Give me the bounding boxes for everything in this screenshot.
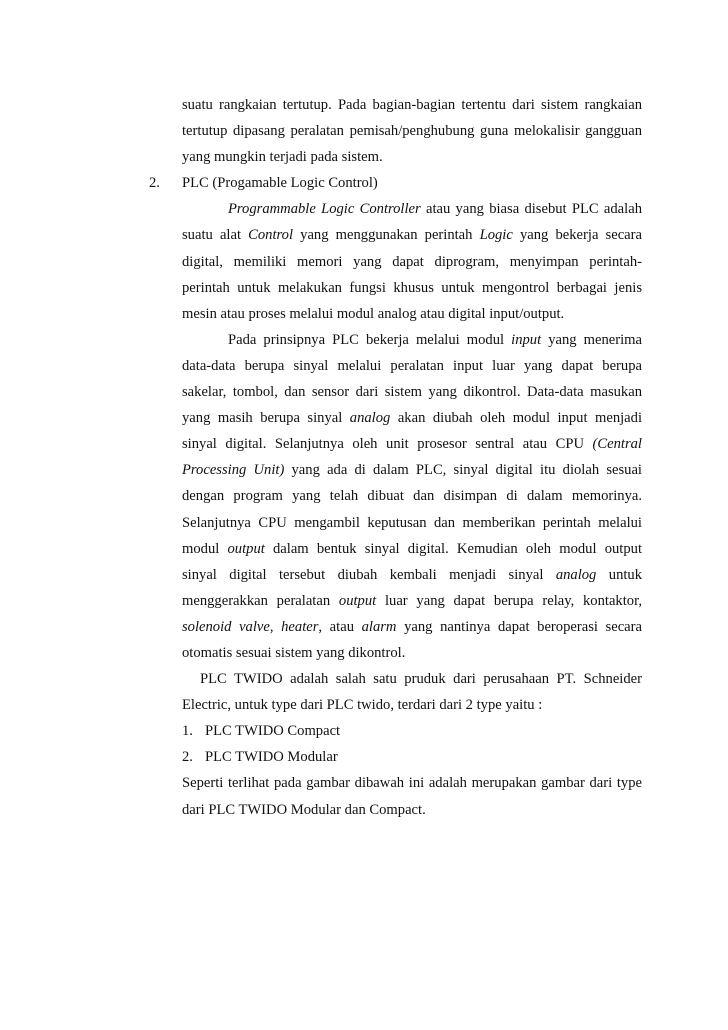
text-span: yang menerima bbox=[541, 331, 643, 348]
italic-term: Control bbox=[248, 227, 294, 244]
text-span: , bbox=[269, 618, 282, 635]
text-line: sakelar, tombol, dan sensor dari sistem yang dikontrol. Data-data masukan bbox=[182, 384, 642, 401]
text-span: suatu alat bbox=[182, 227, 249, 244]
text-span: untuk bbox=[596, 566, 643, 583]
text-line bbox=[182, 614, 642, 640]
text-span: modul bbox=[182, 540, 228, 557]
paragraph-figure-reference bbox=[182, 770, 642, 822]
text-line bbox=[182, 222, 642, 248]
section-number: 2. bbox=[149, 175, 160, 192]
text-line bbox=[182, 536, 642, 562]
text-span: Pada prinsipnya PLC bekerja melalui modul bbox=[228, 331, 512, 348]
text-line: suatu rangkaian tertutup. Pada bagian-bagian tertentu dari sistem rangkaian bbox=[182, 97, 642, 113]
list-text: PLC TWIDO Compact bbox=[205, 723, 341, 740]
list-item bbox=[182, 744, 642, 770]
text-span: luar yang dapat berupa relay, kontaktor, bbox=[376, 592, 642, 609]
paragraph-plc-twido bbox=[182, 666, 642, 718]
paragraph-plc-definition bbox=[182, 196, 642, 326]
italic-term: heater bbox=[281, 618, 319, 635]
text-line: tertutup dipasang peralatan pemisah/penghubung guna melokalisir gangguan bbox=[182, 123, 642, 140]
text-span: yang masih berupa sinyal bbox=[182, 410, 350, 427]
text-line: dengan program yang telah dibuat dan disimpan di dalam memorinya. bbox=[182, 488, 642, 505]
list-text: PLC TWIDO Modular bbox=[205, 749, 338, 766]
italic-term: analog bbox=[349, 410, 391, 427]
list-item bbox=[182, 718, 642, 744]
text-line: Seperti terlihat pada gambar dibawah ini adalah merupakan gambar dari type bbox=[182, 775, 642, 792]
text-line bbox=[182, 196, 642, 222]
italic-term: Logic bbox=[479, 227, 513, 244]
text-span: sinyal digital tersebut diubah kembali menjadi sinyal bbox=[182, 566, 556, 583]
text-span: akan diubah oleh modul input menjadi bbox=[390, 410, 642, 427]
paragraph-continued bbox=[182, 92, 642, 170]
text-line: PLC TWIDO adalah salah satu pruduk dari perusahaan PT. Schneider bbox=[200, 671, 642, 688]
text-span: atau yang biasa disebut PLC adalah bbox=[420, 201, 642, 218]
section-title: PLC (Progamable Logic Control) bbox=[182, 175, 378, 192]
italic-term: (Central bbox=[592, 436, 642, 453]
text-line: digital, memiliki memori yang dapat diprogram, menyimpan perintah- bbox=[182, 253, 642, 270]
text-line bbox=[182, 405, 642, 431]
text-span: , atau bbox=[318, 618, 362, 635]
text-line: data-data berupa sinyal melalui peralatan input luar yang dapat berupa bbox=[182, 357, 642, 374]
text-line bbox=[182, 327, 642, 353]
text-line bbox=[182, 431, 642, 457]
text-span: yang bekerja secara bbox=[512, 227, 642, 244]
text-span: dalam bentuk sinyal digital. Kemudian oleh modul output bbox=[264, 540, 643, 557]
italic-term: solenoid valve bbox=[182, 618, 270, 635]
paragraph-plc-principle bbox=[182, 327, 642, 666]
twido-type-list bbox=[182, 718, 642, 770]
italic-term: output bbox=[338, 592, 377, 609]
text-span: sinyal digital. Selanjutnya oleh unit prosesor sentral atau CPU bbox=[182, 436, 593, 453]
italic-term: analog bbox=[555, 566, 597, 583]
text-span: yang nantinya dapat beroperasi secara bbox=[396, 618, 642, 635]
italic-term: input bbox=[511, 331, 542, 348]
text-line: mesin atau proses melalui modul analog atau digital input/output. bbox=[182, 305, 565, 322]
text-line: Selanjutnya CPU mengambil keputusan dan memberikan perintah melalui bbox=[182, 514, 642, 531]
text-span: yang menggunakan perintah bbox=[293, 227, 480, 244]
italic-term: Programmable Logic Controller bbox=[228, 201, 421, 218]
text-line bbox=[182, 562, 642, 588]
italic-term: output bbox=[227, 540, 265, 557]
text-line: yang mungkin terjadi pada sistem. bbox=[182, 149, 383, 166]
text-line: perintah untuk melakukan fungsi khusus untuk mengontrol berbagai jenis bbox=[182, 279, 642, 296]
italic-term: Processing Unit) bbox=[182, 462, 285, 479]
list-number: 1. bbox=[182, 723, 193, 740]
document-body bbox=[149, 92, 643, 823]
text-span: yang ada di dalam PLC, sinyal digital itu diolah sesuai bbox=[284, 462, 642, 479]
section-heading bbox=[149, 170, 642, 196]
text-line bbox=[182, 457, 642, 483]
text-line: Electric, untuk type dari PLC twido, terdari dari 2 type yaitu : bbox=[182, 697, 543, 714]
list-number: 2. bbox=[182, 749, 193, 766]
text-line bbox=[182, 588, 642, 614]
text-line: dari PLC TWIDO Modular dan Compact. bbox=[182, 801, 426, 818]
italic-term: alarm bbox=[361, 618, 397, 635]
text-line: otomatis sesuai sistem yang dikontrol. bbox=[182, 644, 406, 661]
text-span: menggerakkan peralatan bbox=[182, 592, 339, 609]
